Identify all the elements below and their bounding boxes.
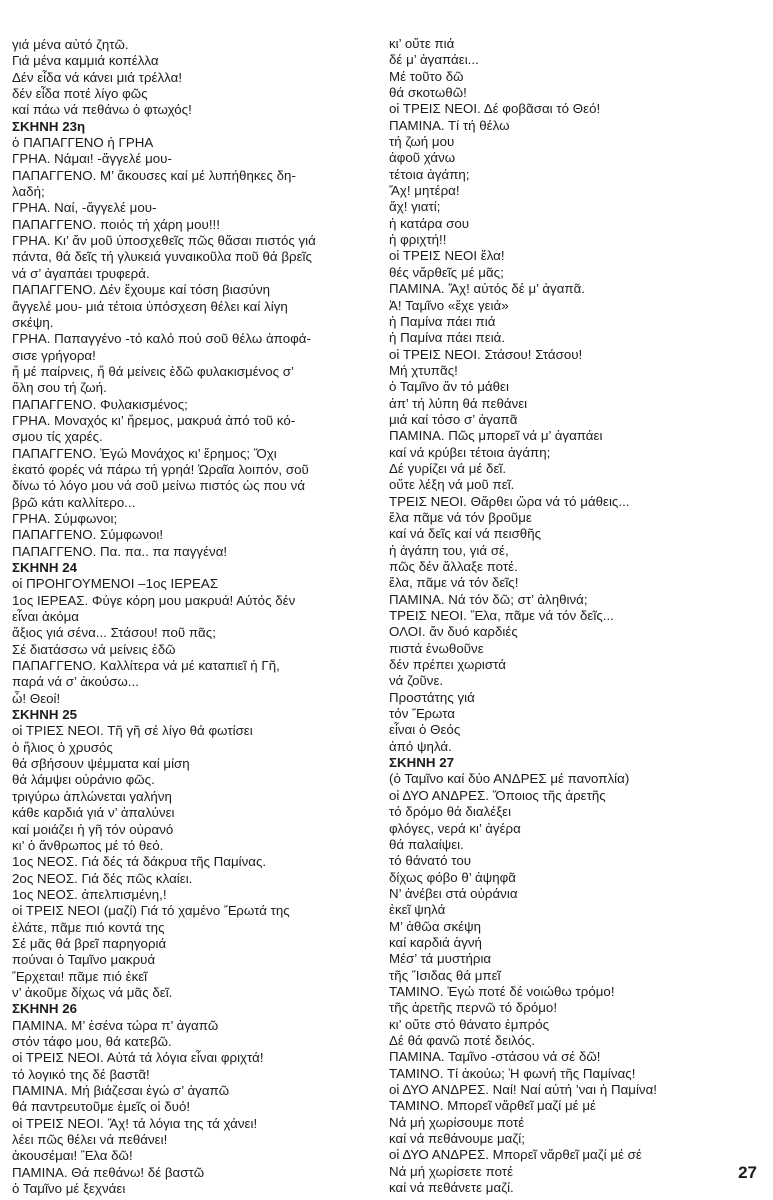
text-line: καί μοιάζει ἡ γῆ τόν οὐρανό [12, 821, 174, 837]
text-line: Δέ θά φανῶ ποτέ δειλός. [389, 1032, 536, 1048]
text-line: σκέψη. [12, 314, 54, 330]
text-line: Μέσ’ τά μυστήρια [389, 951, 492, 967]
text-line: 1ος ΙΕΡΕΑΣ. Φύγε κόρη μου μακρυά! Αὐτός δέν [12, 592, 296, 608]
text-line: οἱ ΤΡΕΙΣ ΝΕΟΙ. Στάσου! Στάσου! [389, 346, 583, 362]
text-line: οἱ ΔΥΟ ΑΝΔΡΕΣ. Ναί! Ναί αὐτή ’ναι ἡ Παμίνα! [389, 1082, 658, 1097]
text-line: ν’ ἀκοῦμε δίχως νά μᾶς δεῖ. [12, 984, 173, 1000]
text-line: ΤΑΜΙΝΟ. Τί ἀκούω; Ἡ φωνή τῆς Παμίνας! [389, 1065, 636, 1081]
text-line: θά παλαίψει. [389, 836, 464, 852]
text-line: θά παντρευτοῦμε ἐμεῖς οἱ δυό! [12, 1099, 191, 1115]
text-line: ὁ Ταμῖνο μέ ξεχνάει [12, 1181, 126, 1197]
text-line: ἄξιος γιά σένα... Στάσου! ποῦ πᾶς; [12, 625, 216, 641]
text-line: ἀκουσέμαι! Ἔλα δῶ! [12, 1148, 133, 1164]
text-line: Προστάτης γιά [389, 689, 475, 705]
text-line: Νά μή χωρίσουμε ποτέ [389, 1114, 525, 1130]
text-line: οἱ ΤΡΙΕΣ ΝΕΟΙ. Τῆ γῆ σέ λίγο θά φωτίσει [12, 723, 253, 739]
text-line: ΠΑΜΙΝΑ. Ταμῖνο -στάσου νά σέ δῶ! [389, 1049, 601, 1065]
text-line: ἐκεῖ ψηλά [389, 902, 446, 918]
text-line: ἔλα, πᾶμε νά τόν δεῖς! [389, 575, 519, 591]
text-line: οἱ ΔΥΟ ΑΝΔΡΕΣ. Ὅποιος τῆς ἀρετῆς [389, 787, 606, 803]
text-line: ἑκατό φορές νά πάρω τή γρηά! Ὡραῖα λοιπόν, σοῦ [12, 461, 309, 477]
text-line: παρά νά σ’ ἀκούσω... [12, 674, 139, 690]
text-line: ΠΑΠΑΓΓΕΝΟ. Ἐγώ Μονάχος κι’ ἔρημος; Ὄχι [12, 445, 277, 461]
scene-heading: ΣΚΗΝΗ 23η [12, 118, 86, 134]
right-column [389, 36, 761, 1196]
text-line: Ἄχ! μητέρα! [389, 183, 460, 199]
text-line: ἄγγελέ μου- μιά τέτοια ὑπόσχεση θέλει καί λίγη [12, 298, 288, 314]
text-line: θά σβήσουν ψέμματα καί μίση [12, 756, 190, 772]
text-line: οἱ ΔΥΟ ΑΝΔΡΕΣ. Μπορεῖ νἄρθεῖ μαζί μέ σέ [389, 1147, 642, 1163]
text-line: τριγύρω ἁπλώνεται γαλήνη [12, 788, 172, 804]
text-line: οἱ ΤΡΕΙΣ ΝΕΟΙ. Δέ φοβᾶσαι τό Θεό! [389, 101, 601, 117]
text-line: Μέ τοῦτο δῶ [389, 68, 464, 84]
text-line: ΠΑΜΙΝΑ. Μή βιάζεσαι ἐγώ σ’ ἀγαπῶ [12, 1083, 230, 1098]
text-line: Ν’ ἀνέβει στά οὐράνια [389, 885, 518, 901]
text-line: λαδή; [12, 184, 45, 200]
text-line: ΠΑΜΙΝΑ. Μ’ ἐσένα τώρα π’ ἀγαπῶ [12, 1017, 219, 1033]
text-line: ἔλα πᾶμε νά τόν βροῦμε [389, 509, 532, 525]
text-line: ΠΑΜΙΝΑ. Θά πεθάνω! δέ βαστῶ [12, 1164, 205, 1180]
text-line: καί νά δεῖς καί νά πεισθῆς [389, 526, 542, 542]
text-line: φλόγες, νερά κι’ ἀγέρα [389, 820, 521, 836]
text-line: καί καρδιά ἁγνή [389, 934, 482, 950]
text-line: δέν πρέπει χωριστά [389, 657, 506, 673]
text-line: ΓΡΗΑ. Σύμφωνοι; [12, 510, 118, 526]
text-line: ΠΑΠΑΓΓΕΝΟ. ποιός τή χάρη μου!!! [12, 216, 220, 232]
text-line: δέ μ’ ἀγαπάει... [389, 52, 479, 68]
text-line: νά σ’ ἀγαπάει τρυφερά. [12, 265, 150, 281]
text-line: Δέ γυρίζει νά μέ δεῖ. [389, 460, 507, 476]
text-line: Μή χτυπᾶς! [389, 362, 458, 378]
text-line: Γιά μένα καμμιά κοπέλλα [12, 53, 159, 69]
text-line: πῶς δέν ἄλλαξε ποτέ. [389, 559, 518, 574]
text-line: Νά μή χωρίσετε ποτέ [389, 1163, 514, 1179]
text-line: τῆς Ἴσιδας θά μπεῖ [389, 967, 501, 983]
text-line: κάθε καρδιά γιά ν’ ἁπαλύνει [12, 805, 175, 821]
text-line: νά ζοῦνε. [389, 673, 444, 689]
text-line: καί νά κρύβει τέτοια ἀγάπη; [389, 444, 551, 460]
text-line: ΤΑΜΙΝΟ. Μπορεῖ νἄρθεῖ μαζί μέ μέ [389, 1098, 596, 1114]
text-line: ΠΑΠΑΓΓΕΝΟ. Πα. πα.. πα παγγένα! [12, 543, 228, 559]
text-line: ἡ φριχτή!! [389, 232, 447, 248]
text-line: τό θάνατό του [389, 853, 472, 869]
text-line: ἀπό ψηλά. [389, 738, 452, 754]
left-column [12, 37, 382, 1197]
text-line: ΓΡΗΑ. Νάμαι! -ἄγγελέ μου- [12, 151, 172, 167]
text-line: τό δρόμο θά διαλέξει [389, 804, 512, 820]
text-line: δέν εἶδα ποτέ λίγο φῶς [12, 86, 148, 102]
text-line: ἡ Παμίνα πάει πιά [389, 313, 496, 329]
text-line: θά λάμψει οὐράνιο φῶς. [12, 772, 155, 788]
text-line: οἱ ΤΡΕΙΣ ΝΕΟΙ ἔλα! [389, 248, 505, 264]
text-line: ἀπ’ τή λύπη θά πεθάνει [389, 395, 528, 411]
text-line: Ἔρχεται! πᾶμε πιό ἐκεῖ [12, 968, 148, 984]
text-line: ΠΑΜΙΝΑ. Νά τόν δῶ; στ’ ἀληθινά; [389, 591, 588, 607]
text-line: καί πάω νά πεθάνω ὁ φτωχός! [12, 102, 192, 118]
text-line: οἱ ΤΡΕΙΣ ΝΕΟΙ (μαζί) Γιά τό χαμένο Ἔρωτά της [12, 903, 290, 919]
scene-heading: ΣΚΗΝΗ 26 [12, 1001, 78, 1017]
text-line: ὁ ἥλιος ὁ χρυσός [12, 739, 113, 755]
text-line: Σέ μᾶς θά βρεῖ παρηγοριά [12, 935, 167, 951]
text-line: ἀφοῦ χάνω [389, 150, 456, 166]
text-line: σμου τίς χαρές. [12, 429, 103, 445]
text-line: ὁ ΠΑΠΑΓΓΕΝΟ ἡ ΓΡΗΑ [12, 135, 154, 151]
text-line: θές νἄρθεῖς μέ μᾶς; [389, 264, 504, 280]
text-line: ἡ Παμίνα πάει πειά. [389, 330, 506, 346]
text-line: μιά καί τόσο σ’ ἀγαπᾶ [389, 411, 518, 427]
text-line: ΤΡΕΙΣ ΝΕΟΙ. Θἄρθει ὥρα νά τό μάθεις... [389, 493, 630, 509]
text-line: εἶναι ἀκόμα [12, 609, 80, 625]
text-line: οἱ ΤΡΕΙΣ ΝΕΟΙ. Αὐτά τά λόγια εἶναι φριχτά! [12, 1050, 264, 1066]
text-line: οἱ ΠΡΟΗΓΟΥΜΕΝΟΙ –1ος ΙΕΡΕΑΣ [12, 576, 219, 592]
text-line: ἄχ! γιατί; [389, 199, 441, 215]
text-line: ἡ κατάρα σου [389, 215, 470, 231]
text-line: δίνω τό λόγο μου νά σοῦ μείνω πιστός ὡς που νά [12, 478, 306, 494]
text-line: ὁ Ταμῖνο ἄν τό μάθει [389, 379, 509, 395]
text-line: τῆς ἀρετῆς περνῶ τό δρόμο! [389, 1000, 558, 1016]
text-line: ὅλη σου τή ζωή. [12, 380, 107, 396]
text-line: εἶναι ὁ Θεός [389, 722, 461, 738]
text-line: πούναι ὁ Ταμῖνο μακρυά [12, 952, 156, 968]
text-line: ΠΑΠΑΓΓΕΝΟ. Φυλακισμένος; [12, 396, 188, 412]
text-line: ΠΑΠΑΓΓΕΝΟ. Μ’ ἄκουσες καί μέ λυπήθηκες δη- [12, 167, 296, 183]
text-line: ΤΡΕΙΣ ΝΕΟΙ. Ἔλα, πᾶμε νά τόν δεῖς... [389, 608, 614, 624]
text-line: ΓΡΗΑ. Παπαγγένο -τό καλό πού σοῦ θέλω ἀποφά- [12, 331, 311, 347]
text-line: ΓΡΗΑ. Μοναχός κι’ ἤρεμος, μακρυά ἀπό τοῦ κό- [12, 412, 296, 428]
text-line: τόν Ἔρωτα [389, 706, 456, 722]
text-line: Ἀ! Ταμῖνο «ἔχε γειά» [389, 297, 509, 313]
text-line: ΠΑΠΑΓΓΕΝΟ. Δέν ἔχουμε καί τόση βιασύνη [12, 282, 271, 298]
scene-heading: ΣΚΗΝΗ 27 [389, 755, 455, 771]
text-line: λέει πῶς θέλει νά πεθάνει! [12, 1132, 168, 1148]
scene-heading: ΣΚΗΝΗ 24 [12, 560, 78, 575]
text-line: 1ος ΝΕΟΣ. ἀπελπισμένη,! [12, 886, 167, 902]
text-line: οἱ ΤΡΕΙΣ ΝΕΟΙ. Ἄχ! τά λόγια της τά χάνει! [12, 1115, 258, 1131]
page-number: 27 [738, 1163, 757, 1182]
text-line: (ὁ Ταμῖνο καί δύο ΑΝΔΡΕΣ μέ πανοπλία) [389, 771, 630, 787]
text-line: κι’ οὔτε πιά [389, 36, 455, 51]
scene-heading: ΣΚΗΝΗ 25 [12, 707, 78, 723]
text-line: ΠΑΠΑΓΓΕΝΟ. Καλλίτερα νά μέ καταπιεῖ ἡ Γῆ, [12, 658, 280, 674]
text-line: θά σκοτωθῶ! [389, 85, 467, 101]
text-line: τή ζωή μου [389, 134, 455, 150]
text-line: κι’ ὁ ἄνθρωπος μέ τό θεό. [12, 837, 164, 853]
text-line: Μ’ ἀθῶα σκέψη [389, 918, 481, 934]
text-line: ΟΛΟΙ. ἄν δυό καρδιές [389, 624, 518, 640]
text-line: ΠΑΜΙΝΑ. Πῶς μπορεῖ νά μ’ ἀγαπάει [389, 428, 603, 444]
text-line: 2ος ΝΕΟΣ. Γιά δές πῶς κλαίει. [12, 870, 193, 886]
text-line: ΠΑΜΙΝΑ. Ἄχ! αὐτός δέ μ’ ἀγαπᾶ. [389, 281, 586, 297]
text-line: Δέν εἶδα νά κάνει μιά τρέλλα! [12, 69, 183, 85]
text-line: καί νά πεθάνετε μαζί. [389, 1180, 514, 1196]
text-line: καί νά πεθάνουμε μαζί; [389, 1131, 525, 1147]
text-line: τέτοια ἀγάπη; [389, 166, 470, 182]
text-line: δίχως φόβο θ’ ἀψηφᾶ [389, 869, 517, 885]
text-line: ΠΑΠΑΓΓΕΝΟ. Σύμφωνοι! [12, 527, 164, 543]
text-line: τό λογικό της δέ βαστᾶ! [12, 1066, 150, 1082]
text-line: οὔτε λέξη νά μοῦ πεῖ. [389, 477, 515, 493]
text-line: Σέ διατάσσω νά μείνεις ἐδῶ [12, 641, 176, 657]
text-line: ΤΑΜΙΝΟ. Ἐγώ ποτέ δέ νοιώθω τρόμο! [389, 983, 615, 999]
text-line: 1ος ΝΕΟΣ. Γιά δές τά δάκρυα τῆς Παμίνας. [12, 854, 267, 870]
text-line: κι’ οὔτε στό θάνατο ἐμπρός [389, 1016, 550, 1032]
text-line: πάντα, θά δεῖς τή γλυκειά γυναικοῦλα ποῦ θά βρεῖς [12, 249, 312, 265]
text-line: ἤ μέ παίρνεις, ἤ θά μείνεις ἐδῶ φυλακισμένος σ’ [12, 363, 295, 379]
text-line: ΓΡΗΑ. Κι’ ἄν μοῦ ὑποσχεθεῖς πῶς θἄσαι πιστός γιά [12, 233, 316, 249]
text-line: ΠΑΜΙΝΑ. Τί τή θέλω [389, 117, 510, 133]
text-line: σισε γρήγορα! [12, 347, 96, 363]
text-line: πιστά ἑνωθοῦνε [389, 640, 484, 656]
text-line: ὦ! Θεοί! [12, 690, 61, 706]
text-line: ΓΡΗΑ. Ναί, -ἄγγελέ μου- [12, 200, 157, 216]
text-line: στόν τάφο μου, θά κατεβῶ. [12, 1033, 172, 1049]
text-line: ἐλάτε, πᾶμε πιό κοντά της [12, 919, 165, 935]
text-line: γιά μένα αὐτό ζητῶ. [12, 37, 129, 52]
text-line: βρῶ κάτι καλλίτερο... [12, 494, 136, 510]
text-line: ἡ ἀγάπη του, γιά σέ, [389, 542, 509, 558]
